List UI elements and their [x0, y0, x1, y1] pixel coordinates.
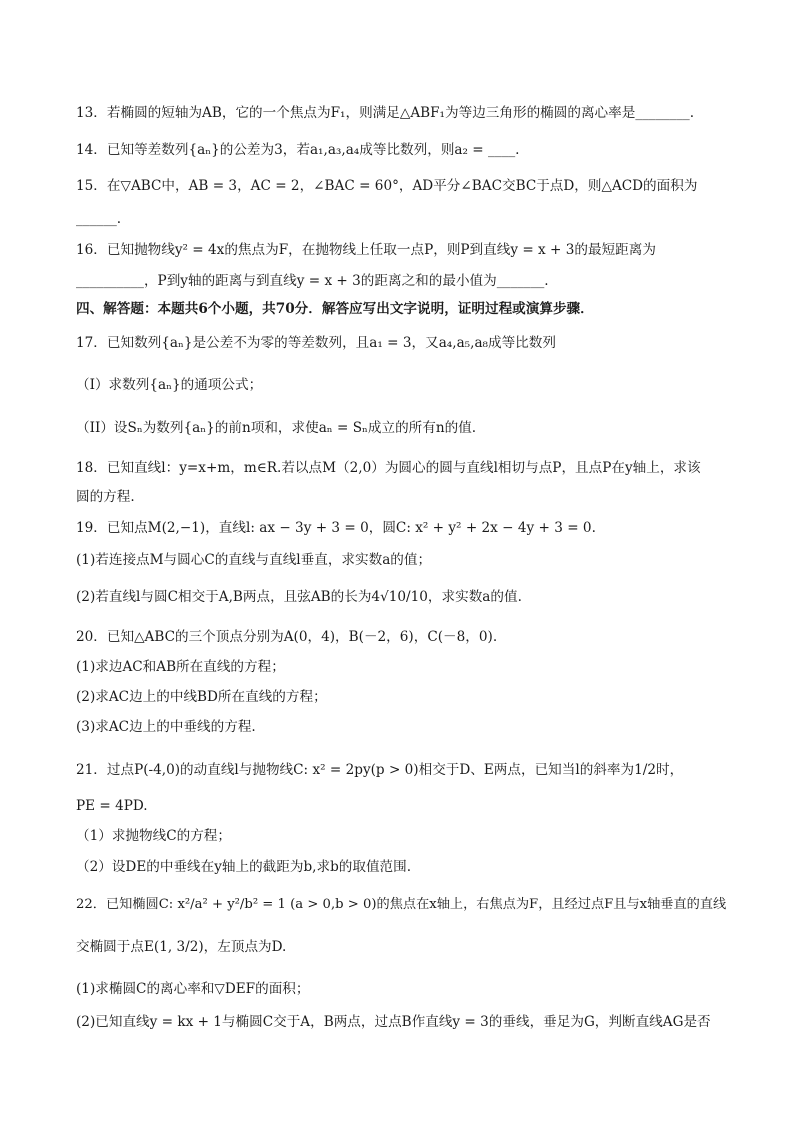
q22-part1: (1)求椭圆C的离心率和▽DEF的面积；	[76, 981, 310, 997]
section-heading: 四、解答题：本题共6个小题，共70分．解答应写出文字说明，证明过程或演算步骤．	[76, 301, 594, 317]
q20-part1: (1)求边AC和AB所在直线的方程；	[76, 659, 285, 675]
q21-line1: 21．过点P(-4,0)的动直线l与抛物线C: x² = 2py(p > 0)相交于D、E两点，已知当l的斜率为1/2时，	[76, 762, 684, 778]
q15-line2: ______.	[76, 211, 122, 227]
q22-line2: 交椭圆于点E(1, 3/2)，左顶点为D.	[76, 939, 287, 955]
q22-part2: (2)已知直线y = kx + 1与椭圆C交于A，B两点，过点B作直线y = 3的垂线，垂足为G，判断直线AG是否	[76, 1014, 711, 1030]
q14: 14．已知等差数列{aₙ}的公差为3，若a₁,a₃,a₄成等比数列，则a₂ = ____.	[76, 142, 520, 158]
q20: 20．已知△ABC的三个顶点分别为A(0，4)，B(－2，6)，C(－8，0).	[76, 629, 498, 645]
q20-part3: (3)求AC边上的中垂线的方程.	[76, 719, 256, 735]
q15-line1: 15．在▽ABC中，AB = 3，AC = 2，∠BAC = 60°，AD平分∠BAC交BC于点D，则△ACD的面积为	[76, 178, 698, 194]
q18-line2: 圆的方程.	[76, 489, 135, 505]
q22-line1: 22．已知椭圆C: x²/a² + y²/b² = 1 (a > 0,b > 0)的焦点在x轴上，右焦点为F，且经过点F且与x轴垂直的直线	[76, 897, 726, 912]
q21-line2: PE = 4PD.	[76, 798, 148, 814]
q17-part1: （I）求数列{aₙ}的通项公式；	[76, 377, 263, 393]
q20-part2: (2)求AC边上的中线BD所在直线的方程；	[76, 689, 327, 705]
q19-part2: (2)若直线l与圆C相交于A,B两点，且弦AB的长为4√10/10，求实数a的值.	[76, 589, 522, 605]
q16-line2: __________，P到y轴的距离与到直线y = x + 3的距离之和的最小值为_______.	[76, 273, 549, 289]
q17-part2: （II）设Sₙ为数列{aₙ}的前n项和，求使aₙ = Sₙ成立的所有n的值.	[76, 420, 477, 436]
q21-part2: （2）设DE的中垂线在y轴上的截距为b,求b的取值范围.	[76, 859, 412, 875]
q16-line1: 16．已知抛物线y² = 4x的焦点为F，在抛物线上任取一点P，则P到直线y = x + 3的最短距离为	[76, 242, 656, 258]
q19-part1: (1)若连接点M与圆心C的直线与直线l垂直，求实数a的值；	[76, 552, 432, 568]
q18-line1: 18．已知直线l：y=x+m，m∈R.若以点M（2,0）为圆心的圆与直线l相切与点P，且点P在y轴上，求该	[76, 460, 701, 476]
q21-part1: （1）求抛物线C的方程；	[76, 828, 231, 844]
q19: 19．已知点M(2,−1)，直线l: ax − 3y + 3 = 0，圆C: x² + y² + 2x − 4y + 3 = 0.	[76, 520, 596, 536]
q17: 17．已知数列{aₙ}是公差不为零的等差数列，且a₁ = 3，又a₄,a₅,a₈成等比数列	[76, 335, 556, 351]
q13: 13．若椭圆的短轴为AB，它的一个焦点为F₁，则满足△ABF₁为等边三角形的椭圆的离心率是________.	[76, 105, 695, 121]
